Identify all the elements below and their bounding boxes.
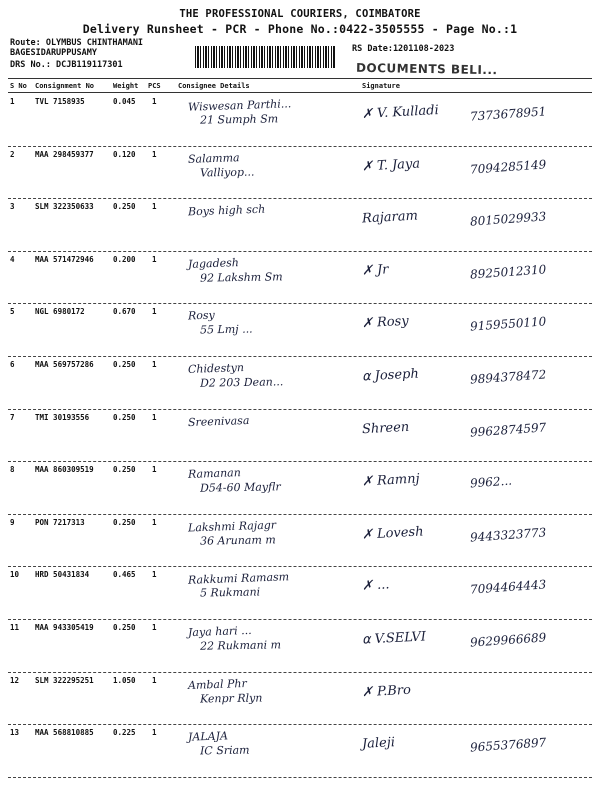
row-pcs: 1 bbox=[152, 465, 157, 475]
row-consignee-address: Valliyop... bbox=[199, 165, 255, 180]
row-divider bbox=[8, 566, 592, 567]
row-signature: ✗ Lovesh bbox=[361, 524, 424, 543]
row-pcs: 1 bbox=[152, 254, 157, 264]
row-pcs: 1 bbox=[152, 570, 157, 580]
row-weight: 0.200 bbox=[113, 254, 136, 264]
row-phone: 7373678951 bbox=[469, 104, 547, 124]
row-phone: 9894378472 bbox=[469, 367, 547, 387]
documents-delivered-stamp: DOCUMENTS BELI... bbox=[355, 60, 498, 78]
row-phone: 8015029933 bbox=[469, 209, 547, 229]
row-phone: 7094285149 bbox=[469, 156, 547, 177]
row-divider bbox=[8, 461, 592, 462]
row-weight: 0.465 bbox=[113, 570, 136, 580]
row-signature: ✗ P.Bro bbox=[361, 682, 412, 700]
row-weight: 0.120 bbox=[113, 149, 136, 159]
table-row bbox=[0, 307, 600, 357]
row-consignee-name: Sreenivasa bbox=[187, 413, 250, 429]
row-consignee-address: 92 Lakshm Sm bbox=[199, 270, 283, 285]
company-title: THE PROFESSIONAL COURIERS, COIMBATORE bbox=[179, 8, 421, 20]
row-signature: Rajaram bbox=[361, 208, 419, 227]
row-divider bbox=[8, 514, 592, 515]
row-pcs: 1 bbox=[152, 97, 157, 106]
row-weight: 0.225 bbox=[113, 728, 136, 738]
row-consignment-no: MAA 571472946 bbox=[35, 254, 94, 264]
row-consignee-name: Rakkumi Ramasm bbox=[187, 570, 290, 588]
route-label: Route: OLYMBUS CHINTHAMANI bbox=[10, 38, 144, 48]
table-row bbox=[0, 465, 600, 515]
row-consignment-no: TVL 7158935 bbox=[35, 97, 85, 106]
row-divider bbox=[8, 777, 592, 778]
row-weight: 0.045 bbox=[113, 97, 136, 106]
row-consignment-no: MAA 943305419 bbox=[35, 623, 94, 632]
row-sno: 3 bbox=[10, 202, 15, 212]
row-divider bbox=[8, 356, 592, 357]
row-signature: ⍺ V.SELVI bbox=[361, 629, 427, 648]
row-consignee-address: 36 Arunam m bbox=[199, 533, 276, 548]
row-consignee-name: Jagadesh bbox=[187, 255, 240, 271]
row-pcs: 1 bbox=[152, 307, 157, 317]
col-weight: Weight bbox=[113, 82, 139, 90]
row-weight: 1.050 bbox=[113, 675, 136, 685]
row-signature: ⍺ Joseph bbox=[361, 366, 420, 385]
row-pcs: 1 bbox=[152, 360, 157, 369]
table-row bbox=[0, 255, 600, 305]
row-pcs: 1 bbox=[152, 728, 157, 738]
row-phone: 9159550110 bbox=[469, 314, 547, 335]
table-row bbox=[0, 97, 600, 147]
row-consignee-name: Ramanan bbox=[187, 466, 242, 482]
row-consignee-address: Kenpr Rlyn bbox=[199, 691, 263, 706]
row-signature: ✗ ... bbox=[361, 577, 390, 595]
row-phone: 9629966689 bbox=[469, 630, 547, 650]
table-row bbox=[0, 150, 600, 200]
row-weight: 0.250 bbox=[113, 623, 136, 632]
row-pcs: 1 bbox=[152, 623, 157, 632]
row-consignee-name: Boys high sch bbox=[187, 202, 266, 219]
row-signature: ✗ Ramnj bbox=[361, 471, 420, 490]
row-sno: 12 bbox=[10, 675, 20, 685]
col-consignment: Consignment No bbox=[35, 82, 95, 90]
row-phone: 7094464443 bbox=[469, 577, 547, 598]
row-phone: 9655376897 bbox=[469, 735, 547, 755]
row-consignee-address: 5 Rukmani bbox=[199, 585, 261, 600]
row-signature: Jaleji bbox=[361, 735, 396, 753]
col-consignee: Consignee Details bbox=[178, 82, 250, 90]
row-pcs: 1 bbox=[152, 675, 157, 685]
row-consignment-no: MAA 298459377 bbox=[35, 149, 94, 159]
header-rule-top bbox=[8, 78, 592, 79]
row-consignee-name: Wiswesan Parthi... bbox=[187, 97, 292, 114]
row-consignment-no: TMI 30193556 bbox=[35, 412, 90, 422]
row-weight: 0.250 bbox=[113, 360, 136, 369]
row-sno: 2 bbox=[10, 149, 15, 159]
executive-name: BAGESIDARUPPUSAMY bbox=[10, 48, 97, 58]
table-row bbox=[0, 518, 600, 568]
row-sno: 5 bbox=[10, 307, 15, 317]
row-divider bbox=[8, 251, 592, 252]
row-sno: 1 bbox=[10, 97, 15, 106]
row-divider bbox=[8, 619, 592, 620]
row-consignee-name: Salamma bbox=[187, 150, 240, 166]
row-signature: ✗ Jr bbox=[361, 262, 389, 279]
row-weight: 0.670 bbox=[113, 307, 136, 317]
row-phone: 9962... bbox=[469, 473, 513, 491]
col-sno: S No bbox=[10, 82, 27, 90]
row-divider bbox=[8, 724, 592, 725]
table-row bbox=[0, 728, 600, 778]
row-consignee-address: D2 203 Dean... bbox=[199, 375, 284, 390]
row-signature: ✗ T. Jaya bbox=[361, 156, 421, 175]
row-weight: 0.250 bbox=[113, 202, 136, 212]
row-consignee-name: Ambal Phr bbox=[187, 676, 247, 692]
row-weight: 0.250 bbox=[113, 465, 136, 475]
header-rule-bottom bbox=[8, 92, 592, 93]
row-consignee-name: Rosy bbox=[187, 308, 215, 323]
row-sno: 11 bbox=[10, 623, 20, 632]
row-weight: 0.250 bbox=[113, 412, 136, 422]
row-consignment-no: MAA 568810885 bbox=[35, 728, 94, 738]
table-row bbox=[0, 676, 600, 726]
row-consignee-name: Chidestyn bbox=[187, 361, 245, 376]
row-consignee-name: Lakshmi Rajagr bbox=[187, 518, 277, 535]
row-sno: 6 bbox=[10, 360, 15, 369]
row-signature: Shreen bbox=[361, 419, 410, 437]
row-consignment-no: MAA 569757286 bbox=[35, 360, 94, 369]
row-consignee-address: 21 Sumph Sm bbox=[199, 112, 279, 127]
row-divider bbox=[8, 409, 592, 410]
row-sno: 10 bbox=[10, 570, 20, 580]
row-consignment-no: PON 7217313 bbox=[35, 517, 85, 527]
row-consignee-address: 55 Lmj ... bbox=[199, 322, 253, 337]
row-consignee-name: JALAJA bbox=[187, 729, 229, 744]
row-consignee-name: Jaya hari ... bbox=[187, 623, 252, 640]
row-signature: ✗ Rosy bbox=[361, 314, 410, 332]
row-consignment-no: MAA 860309519 bbox=[35, 465, 94, 475]
runsheet-subtitle: Delivery Runsheet - PCR - Phone No.:0422-3505555 - Page No.:1 bbox=[82, 22, 518, 36]
drs-number: DRS No.: DCJB119117301 bbox=[10, 60, 123, 70]
table-row bbox=[0, 623, 600, 673]
row-sno: 13 bbox=[10, 728, 20, 738]
col-pcs: PCS bbox=[148, 82, 161, 90]
row-pcs: 1 bbox=[152, 149, 157, 159]
row-divider bbox=[8, 146, 592, 147]
row-consignment-no: HRD 50431834 bbox=[35, 570, 90, 580]
row-pcs: 1 bbox=[152, 517, 157, 527]
table-row bbox=[0, 360, 600, 410]
row-divider bbox=[8, 198, 592, 199]
table-row bbox=[0, 413, 600, 463]
row-sno: 7 bbox=[10, 412, 15, 422]
row-phone: 8925012310 bbox=[469, 262, 547, 282]
row-pcs: 1 bbox=[152, 202, 157, 212]
row-sno: 8 bbox=[10, 465, 15, 475]
row-phone: 9443323773 bbox=[469, 525, 547, 545]
row-consignee-address: 22 Rukmani m bbox=[199, 638, 282, 653]
row-pcs: 1 bbox=[152, 412, 157, 422]
row-divider bbox=[8, 303, 592, 304]
row-consignment-no: SLM 322350633 bbox=[35, 202, 94, 212]
row-weight: 0.250 bbox=[113, 517, 136, 527]
col-signature: Signature bbox=[362, 82, 400, 90]
row-sno: 9 bbox=[10, 517, 15, 527]
row-consignee-address: D54-60 Mayflr bbox=[199, 480, 281, 495]
table-row bbox=[0, 570, 600, 620]
row-divider bbox=[8, 672, 592, 673]
table-row bbox=[0, 202, 600, 252]
barcode bbox=[195, 46, 335, 68]
rs-date: RS Date:1201108-2023 bbox=[352, 44, 455, 54]
row-signature: ✗ V. Kulladi bbox=[361, 103, 440, 122]
row-phone: 9962874597 bbox=[469, 419, 547, 440]
row-consignment-no: SLM 322295251 bbox=[35, 675, 94, 685]
row-consignee-address: IC Sriam bbox=[199, 743, 250, 758]
row-consignment-no: NGL 6980172 bbox=[35, 307, 85, 317]
row-sno: 4 bbox=[10, 254, 15, 264]
